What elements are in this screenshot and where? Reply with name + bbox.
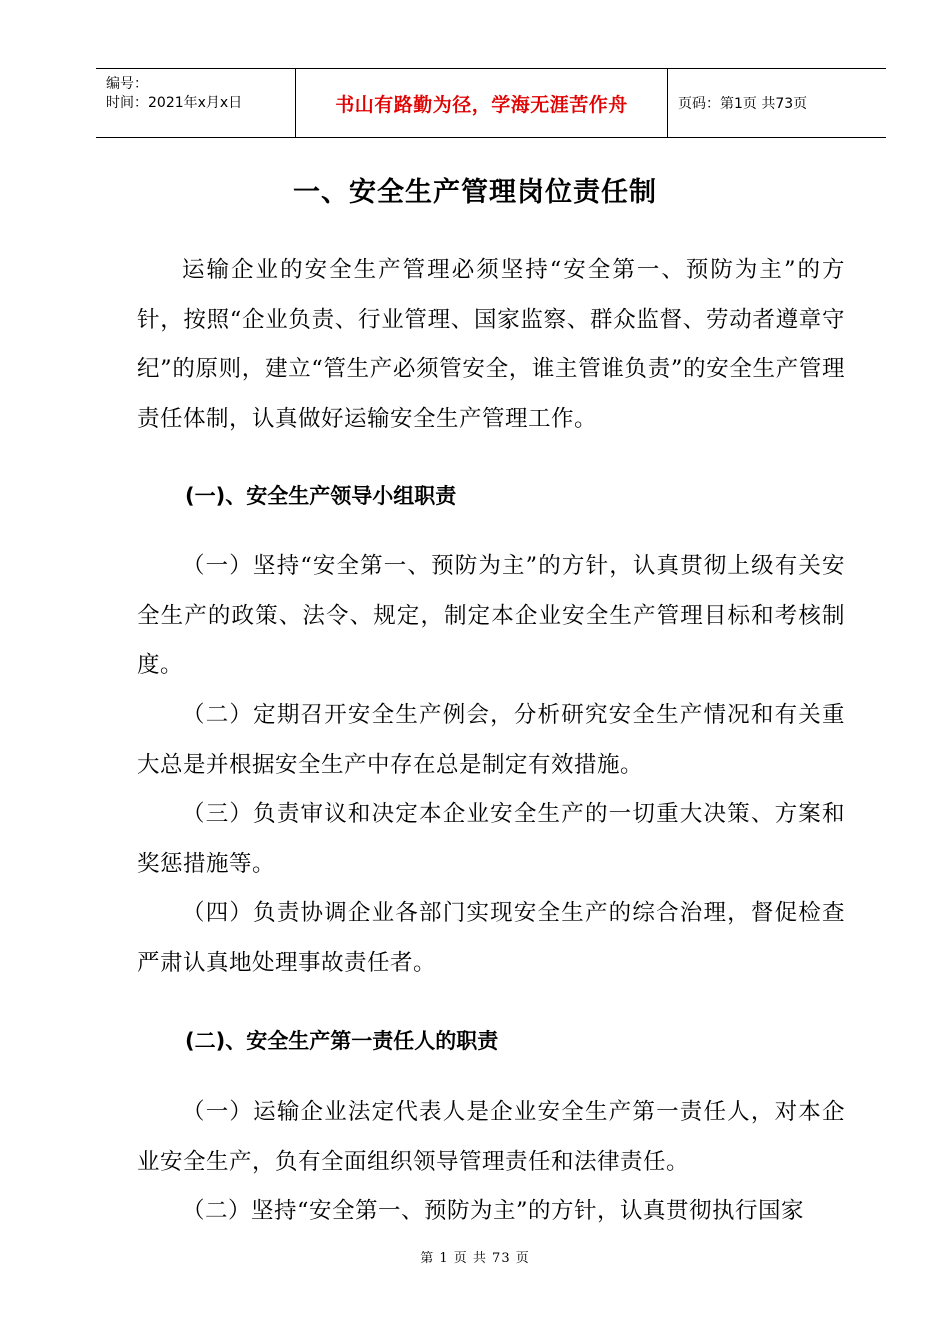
paragraph-1-3: （三）负责审议和决定本企业安全生产的一切重大决策、方案和奖惩措施等。 [137,801,845,877]
paragraph-1-4: （四）负责协调企业各部门实现安全生产的综合治理，督促检查严肃认真地处理事故责任者。 [137,900,845,976]
header-meta [96,69,296,137]
paragraph-1-1: （一）坚持“安全第一、预防为主”的方针，认真贯彻上级有关安全生产的政策、法令、规定，制定本企业安全生产管理目标和考核制度。 [137,553,845,678]
section-heading-2: (二)、安全生产第一责任人的职责 [185,1029,499,1053]
page-header [96,68,886,138]
paragraph-2-1: （一）运输企业法定代表人是企业安全生产第一责任人，对本企业安全生产，负有全面组织领导管理责任和法律责任。 [137,1099,845,1175]
section-heading-1: (一)、安全生产领导小组职责 [185,484,457,508]
paragraph-1-2: （二）定期召开安全生产例会，分析研究安全生产情况和有关重大总是并根据安全生产中存在总是制定有效措施。 [137,702,845,778]
date-label: 时间：2021年x月x日 [106,95,243,111]
page-footer: 第 1 页 共 73 页 [420,1251,530,1266]
number-label: 编号： [106,76,148,92]
page-info: 页码：第1页 共73页 [678,96,808,112]
paragraph-2-2: （二）坚持“安全第一、预防为主”的方针，认真贯彻执行国家 [182,1198,805,1224]
motto: 书山有路勤为径，学海无涯苦作舟 [296,69,668,137]
intro-paragraph: 运输企业的安全生产管理必须坚持“安全第一、预防为主”的方针，按照“企业负责、行业管理、国家监察、群众监督、劳动者遵章守纪”的原则，建立“管生产必须管安全，谁主管谁负责”的安全生产管理责任体制，认真做好运输安全生产管理工作。 [137,257,845,432]
document-title: 一、安全生产管理岗位责任制 [293,177,657,208]
